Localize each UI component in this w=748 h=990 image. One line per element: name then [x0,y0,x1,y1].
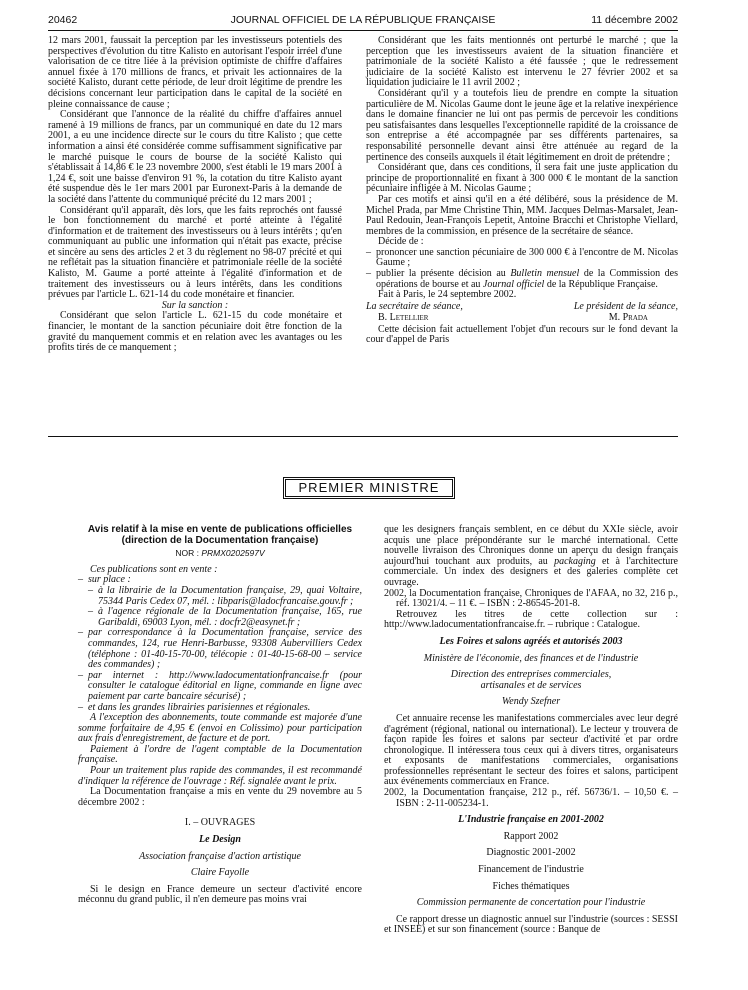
top-right-column [366,36,678,346]
sales-info [78,565,362,787]
paragraph: Considérant que les faits mentionnés ont perturbé le marché ; que la perception que les investisseurs avaient de la situation financière et patrimoniale de la société Kalisto a été faussée ; que le redressement judiciaire de la société Kalisto est intervenu le 27 février 2002 et sa liquidation judiciaire le 11 avril 2002 ; [366,35,678,89]
list-item: – par internet : http://www.ladocumentationfrancaise.fr (pour consulter le catalogue éditorial en ligne, commande en ligne avec paiement par carte bancaire sécurisé) ; [78,671,362,703]
paragraph: Considérant qu'il y a toutefois lieu de prendre en compte la situation particulière de M. Nicolas Gaume dont le jeune âge et la relative inexpérience dans le domaine financier ne lui ont pas permis de percevoir les conditions peu satisfaisantes dans lesquelles l'exceptionnelle rapidité de la croissance de son entreprise a été accompagnée par ses différents partenaires, sa responsabilité personnelle devant ainsi être atténuée au regard de la pertinence des conseils auxquels il était légitimement en droit de prétendre ; [366,87,678,163]
list-item: – à l'agence régionale de la Documentation française, 165, rue Garibaldi, 69003 Lyon, mél. : docfr2@easynet.fr ; [88,607,362,628]
book-title: Le Design [199,834,241,846]
page-header [48,14,678,30]
book-subtitle: Financement de l'industrie [478,864,584,876]
notice-title: Avis relatif à la mise en vente de publications officielles (direction de la Documentation française) [87,524,353,546]
paragraph: Retrouvez les titres de cette collection sur : http://www.ladocumentationfrancaise.fr. – rubrique : Catalogue. [384,608,678,631]
book-commission: Commission permanente de concertation pour l'industrie [416,897,646,909]
book-subtitle: Diagnostic 2001-2002 [486,847,576,859]
president-title: Le président de la séance, [573,300,678,312]
signature-date: Fait à Paris, le 24 septembre 2002. [378,289,517,301]
paragraph: Pour un traitement plus rapide des commandes, il est recommandé d'indiquer la référence de l'ouvrage : Réf. signalée avant le prix. [78,765,362,787]
book-author: Claire Fayolle [190,867,250,879]
book-subtitle: Rapport 2002 [503,830,559,842]
bottom-left-column [78,525,362,906]
book-ministry: Ministère de l'économie, des finances et de l'industrie [423,652,639,664]
paragraph: Si le design en France demeure un secteur d'activité encore méconnu du grand public, il n'en demeure pas moins vrai [78,883,362,906]
secretary-name: B. Letellier [378,311,429,323]
header-rule [48,30,678,31]
paragraph: Paiement à l'ordre de l'agent comptable de la Documentation française. [78,743,362,766]
book-reference: 2002, la Documentation française, 212 p., réf. 56736/1. – 10,50 €. – ISBN : 2-11-005234-1. [384,787,678,809]
secretary-title: La secrétaire de séance, [366,300,463,312]
paragraph: A l'exception des abonnements, toute commande est majorée d'une somme forfaitaire de 4,95 € (envoi en Colissimo) pour participation aux frais d'enregistrement, de facture et de port. [78,712,362,745]
list-item: – sur place : [78,575,362,586]
paragraph: Considérant que, dans ces conditions, il sera fait une juste application du principe de proportionnalité en fixant à 300 000 € le montant de la sanction pécuniaire infligée à M. Nicolas Gaume ; [366,162,678,195]
signature-block [366,301,678,325]
paragraph: Considérant qu'il apparaît, dès lors, que les faits reprochés ont faussé le bon fonctionnement du marché et porté atteinte à l'égalité d'information et de traitement des investisseurs ou à leurs intérêts ; qu'en communiquant au public une information qui n'était pas exacte, précise et sincère au sens des articles 2 et 3 du règlement no 98-07 précité et qui ne reflétait pas la situation financière et patrimoniale réelle de la société Kalisto, M. Gaume a porté atteinte à l'égalité d'information et de traitement des investisseurs ou à leurs intérêts, dans les conditions prévues par l'article L. 621-14 du code monétaire et financier. [48,204,342,301]
president-name: M. Prada [608,311,648,323]
paragraph: La Documentation française a mis en vente du 29 novembre au 5 décembre 2002 : [78,786,362,808]
paragraph: Ce rapport dresse un diagnostic annuel sur l'industrie (sources : SESSI et INSEE) et sur son financement (source : Banque de [384,913,678,936]
book-title: Les Foires et salons agréés et autorisés 2003 [439,635,623,647]
book-direction: Direction des entreprises commerciales, artisanales et de services [450,669,612,691]
section-heading: I. – OUVRAGES [184,817,256,829]
book-reference: 2002, la Documentation française, Chroniques de l'AFAA, no 32, 216 p., réf. 13021/4. – 11 €. – ISBN : 2-86545-201-8. [384,587,678,610]
book-author: Wendy Szefner [501,696,561,708]
list-item: – et dans les grandes librairies parisiennes et régionales. [78,703,362,714]
list-item: – par correspondance à la Documentation française, service des commandes, 124, rue Henri-Barbusse, 93308 Aubervilliers Cedex (téléphone : 01-40-15-70-00, télécopie : 01-40-15-68-00 – service des commandes) ; [78,628,362,670]
page-number: 20462 [48,14,78,26]
nor-reference: NOR : PRMX0202597V [175,548,265,559]
paragraph: Ces publications sont en vente : [90,563,218,575]
book-organization: Association française d'action artistique [139,850,301,862]
paragraph: 12 mars 2001, faussait la perception par les investisseurs potentiels des perspectives d'évolution du titre Kalisto en autorisant l'espoir irréel d'une valorisation de ce titre liée à la prévision optimiste de chiffre d'affaires annuel fixée à 170 millions de francs, et privait les actionnaires de la société Kalisto, durant cette période, de leur droit légitime de prendre les décisions concernant leur participation dans le capital de la société en pleine connaissance de cause ; [48,35,342,110]
journal-title: JOURNAL OFFICIEL DE LA RÉPUBLIQUE FRANÇAISE [230,14,496,26]
paragraph: Considérant que selon l'article L. 621-15 du code monétaire et financier, le montant de la sanction pécuniaire doit être fonction de la gravité du manquement commis et en relation avec les avantages ou les profits tirés de ce manquement ; [48,310,342,354]
section-divider [48,436,678,437]
list-item: – prononcer une sanction pécuniaire de 300 000 € à l'encontre de M. Nicolas Gaume ; [366,248,678,269]
section-heading: Sur la sanction : [161,299,229,311]
paragraph: Cet annuaire recense les manifestations commerciales avec leur degré d'agrément (régional, national ou international). Le lecteur y trouvera de façon rapide les foires et salons par secteur d'activité et par ordre chronologique. Il intéressera tous ceux qui à divers titres, organisateurs et exposants de manifestations commerciales, organisations professionnelles représentant le secteur des foires et salons, participent aux événements commerciaux en France. [384,712,678,788]
paragraph: Considérant que l'annonce de la réalité du chiffre d'affaires annuel ramené à 19 millions de francs, par un communiqué en date du 12 mars 2001, a eu une incidence directe sur le cours du titre Kalisto ; que cette information a ainsi été considérée comme suffisamment significative par le marché puisque le cours de bourse de la société Kalisto qui s'établissait à 14,86 € le 23 novembre 2000, s'est établi le 19 mars 2001 à 1,24 €, soit une baisse d'environ 91 %, la cotation du titre Kalisto ayant été suspendue dès le 1er mars 2001 par Euronext-Paris à la demande de la société dans l'attente du communiqué précité du 12 mars 2001 ; [48,109,342,205]
issue-date: 11 décembre 2002 [591,14,678,26]
bottom-right-column [384,525,678,936]
paragraph: que les designers français semblent, en ce début du XXIe siècle, avoir acquis une place prépondérante sur le marché international. Cette nouvelle livraison des Chroniques donne un aperçu du design français aujourd'hui touchant aux produits, au packaging et à l'architecture commerciale. Un index des designers et des galeries complète cet ouvrage. [384,524,678,588]
decision-heading: Décide de : [378,236,424,248]
book-title: L'Industrie française en 2001-2002 [458,814,604,826]
book-subtitle: Fiches thématiques [492,880,570,892]
list-item: – à la librairie de la Documentation française, 29, quai Voltaire, 75344 Paris Cedex 07, mél. : libparis@ladocfrancaise.gouv.fr ; [88,586,362,607]
list-item: – publier la présente décision au Bulletin mensuel de la Commission des opérations de bourse et au Journal officiel de la République Française. [366,269,678,290]
paragraph: Cette décision fait actuellement l'objet d'un recours sur le fond devant la cour d'appel de Paris [366,323,678,346]
ministry-banner: PREMIER MINISTRE [283,477,455,499]
paragraph: Par ces motifs et ainsi qu'il en a été délibéré, sous la présidence de M. Michel Prada, par Mme Christine Thin, MM. Jacques Delmas-Marsalet, Jean-Paul Redouin, Jean-François Lepetit, Antoine Bracchi et Christophe Viellard, membres de la commission, en présence de la secrétaire de séance. [366,193,678,237]
top-left-column [48,36,342,354]
